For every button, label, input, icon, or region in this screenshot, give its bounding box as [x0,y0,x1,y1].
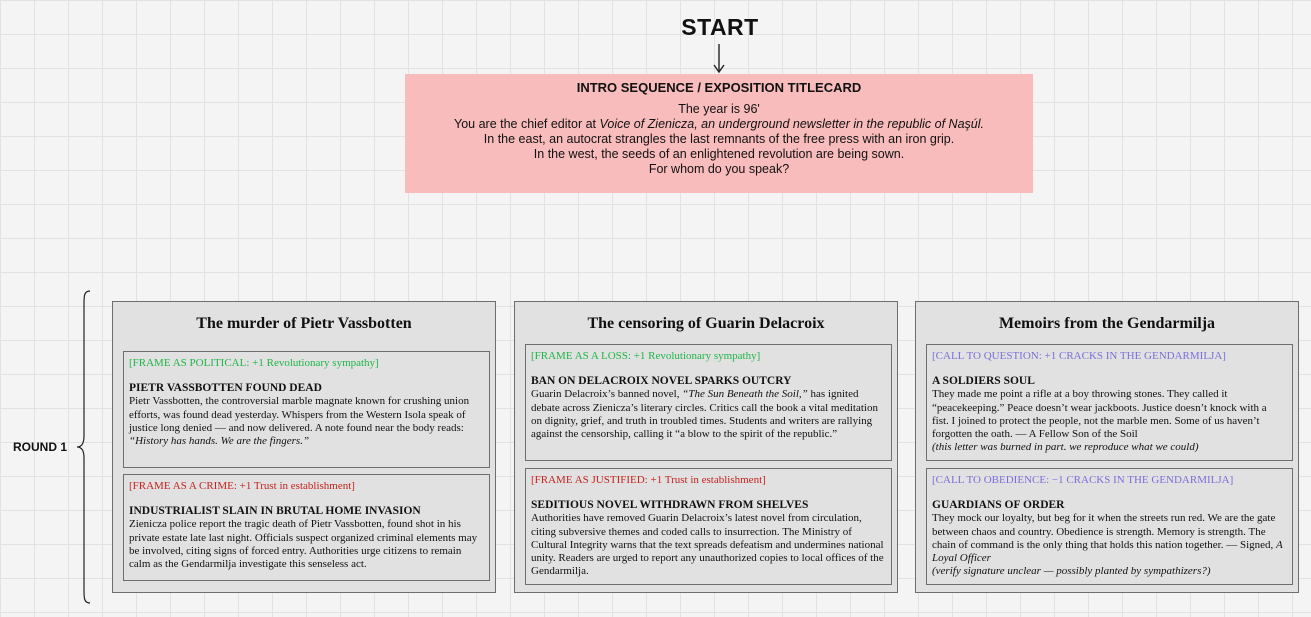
card-signature: A Loyal Officer [932,538,1283,565]
intro-line [405,117,1033,132]
card-body: Zienicza police report the tragic death of Pietr Vassbotten, found shot in his private estate late last night. Officials suspect organized criminal elements may be involved, citing signs of forced entry. Authorities urge citizens to remain calm as the Gendarmilja investigate this senseless act. [129,518,478,571]
card-quote: “History has hands. We are the fingers.” [129,435,310,448]
card-headline: A SOLDIERS SOUL [932,375,1035,388]
scenario-panel-memoirs[interactable] [915,301,1299,593]
card-body-text: Pietr Vassbotten, the controversial marble magnate known for crushing union efforts, was found dead yesterday. Whispers from the Western Isola speak of justice long denied — and now delivered. A note found near the body reads: [129,395,470,434]
card-headline: SEDITIOUS NOVEL WITHDRAWN FROM SHELVES [531,499,809,512]
card-body-text: They mock our loyalty, but beg for it when the streets run red. We are the gate between chaos and country. Obedience is strength. Memory is strength. The chain of command is the only thing that holds this nation together. — Signed, [932,512,1277,551]
card-note: (verify signature unclear — possibly planted by sympathizers?) [932,565,1211,578]
card-note: (this letter was burned in part. we reproduce what we could) [932,441,1199,454]
intro-line: For whom do you speak? [648,162,790,176]
card-body-text: has ignited debate across Zienicza’s literary circles. Critics call the book a vital meditation on dignity, grief, and truth in troubled times. Students and writers are rallying against the censorship, calling it “a blow to the spirit of the republic.” [531,388,878,441]
frame-tag: [CALL TO OBEDIENCE: −1 CRACKS IN THE GENDARMILJA] [932,474,1234,486]
choice-card-question[interactable] [926,344,1293,461]
frame-tag: [FRAME AS A CRIME: +1 Trust in establishment] [129,480,355,492]
intro-title: INTRO SEQUENCE / EXPOSITION TITLECARD [576,80,862,95]
panel-title: The censoring of Guarin Delacroix [587,315,825,332]
intro-titlecard[interactable] [405,74,1033,193]
card-headline: INDUSTRIALIST SLAIN IN BRUTAL HOME INVASION [129,505,421,518]
card-headline: BAN ON DELACROIX NOVEL SPARKS OUTCRY [531,375,792,388]
card-body [129,395,483,448]
intro-text-italic: Voice of Zienicza, an underground newsletter in the republic of Naşúl. [599,117,984,131]
choice-card-crime[interactable] [123,474,490,581]
card-body: They made me point a rifle at a boy throwing stones. They called it “peacekeeping.” Peace doesn’t wear jackboots. Justice doesn’t knock with a fist. I joined to protect the people, not the marble men. Some of us haven’t forgotten the oath. — A Fellow Son of the Soil [932,388,1267,441]
frame-tag: [FRAME AS POLITICAL: +1 Revolutionary sympathy] [129,357,379,369]
card-body: Authorities have removed Guarin Delacroix’s latest novel from circulation, citing subversive themes and coded calls to insurrection. The Ministry of Cultural Integrity warns that the text spreads defeatism and undermines national unity. Readers are urged to report any unauthorized copies to local offices of the Gendarmilja. [531,512,884,578]
intro-line: In the east, an autocrat strangles the last remnants of the free press with an iron grip. [483,132,955,146]
intro-text: You are the chief editor at [454,117,600,131]
frame-tag: [FRAME AS JUSTIFIED: +1 Trust in establishment] [531,474,766,486]
panel-title: Memoirs from the Gendarmilja [998,315,1216,332]
card-body [932,512,1286,565]
choice-card-justified[interactable] [525,468,892,585]
card-headline: PIETR VASSBOTTEN FOUND DEAD [129,382,322,395]
card-book-title: “The Sun Beneath the Soil,” [682,388,808,401]
curly-brace-icon [76,290,96,604]
card-headline: GUARDIANS OF ORDER [932,499,1065,512]
choice-card-loss[interactable] [525,344,892,461]
intro-line: In the west, the seeds of an enlightened revolution are being sown. [533,147,905,161]
frame-tag: [FRAME AS A LOSS: +1 Revolutionary sympathy] [531,350,761,362]
arrow-down-icon [712,44,726,74]
intro-line: The year is 96' [678,102,760,116]
start-label: START [681,14,759,40]
card-body-text: Guarin Delacroix’s banned novel, [531,388,683,401]
choice-card-political[interactable] [123,351,490,468]
scenario-panel-censoring[interactable] [514,301,898,593]
choice-card-obedience[interactable] [926,468,1293,585]
round-label: ROUND 1 [13,440,68,454]
frame-tag: [CALL TO QUESTION: +1 CRACKS IN THE GENDARMILJA] [932,350,1226,362]
card-body [531,388,885,441]
panel-title: The murder of Pietr Vassbotten [196,315,412,332]
scenario-panel-murder[interactable] [112,301,496,593]
